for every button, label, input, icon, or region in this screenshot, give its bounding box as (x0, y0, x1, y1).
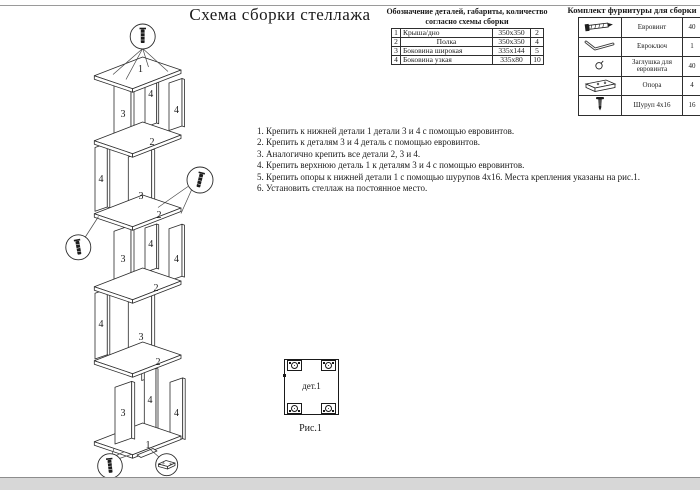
table-row (392, 47, 544, 56)
screw-mark-icon (289, 362, 291, 364)
part-label: 4 (99, 319, 104, 330)
support-mount-plate (321, 360, 336, 371)
part-label: 4 (148, 89, 153, 100)
table-row (392, 56, 544, 65)
instruction-step: 5. Крепить опоры к нижней детали 1 с помощью шурупов 4х16. Места крепления указаны на рис.1. (257, 172, 699, 183)
screw-mark-icon (323, 362, 325, 364)
hardware-qty: 16 (683, 96, 700, 116)
page-bottom-strip (0, 477, 700, 490)
parts-table-section (385, 7, 549, 65)
support-icon (582, 77, 618, 93)
part-label: 4 (174, 105, 179, 116)
table-row (579, 37, 700, 57)
screw-hole-icon (325, 405, 332, 412)
part-number: 2 (392, 38, 401, 47)
euro-screw-icon (582, 18, 618, 34)
part-qty: 5 (531, 47, 544, 56)
euro-screw-callout (66, 235, 91, 260)
screw-mark-icon (332, 362, 334, 364)
part-qty: 10 (531, 56, 544, 65)
part-label: 3 (139, 332, 144, 343)
part-label: 1 (138, 64, 143, 75)
part-label: 2 (154, 283, 159, 294)
part-label: 2 (150, 137, 155, 148)
part-label: 3 (139, 191, 144, 202)
screw-callout (98, 454, 123, 479)
part-label: 4 (174, 408, 179, 419)
hardware-table-title: Комплект фурнитуры для сборки (564, 5, 700, 15)
part-label: 3 (121, 254, 126, 265)
parts-table-header (385, 7, 549, 26)
hardware-qty: 4 (683, 76, 700, 96)
cap-icon (582, 57, 618, 73)
support-callout (156, 454, 178, 476)
hex-key-icon (582, 38, 618, 54)
edge-tick (283, 374, 286, 377)
part-number: 4 (392, 56, 401, 65)
shelf-assembly-diagram (50, 14, 245, 484)
part-qty: 4 (531, 38, 544, 47)
table-row (392, 29, 544, 38)
screw-hole-icon (291, 362, 298, 369)
table-row (392, 38, 544, 47)
hardware-table-section (564, 5, 700, 116)
screw-mark-icon (298, 362, 300, 364)
hardware-name: Евровинт (622, 18, 683, 38)
part-number: 3 (392, 47, 401, 56)
part-size: 350х350 (493, 38, 531, 47)
part-label: 1 (146, 440, 151, 451)
hardware-qty: 40 (683, 57, 700, 77)
part-name: Полка (401, 38, 493, 47)
bottom-panel (94, 423, 181, 458)
part-label: 3 (121, 408, 126, 419)
support-mount-plate (321, 403, 336, 414)
instruction-step: 2. Крепить к деталям 3 и 4 деталь с помощью евровинтов. (257, 137, 699, 148)
parts-table (391, 28, 544, 65)
hardware-name: Заглушка для евровинта (622, 57, 683, 77)
parts-table-header-line2: согласно схемы сборки (385, 17, 549, 27)
part-label: 4 (174, 254, 179, 265)
hardware-table (578, 17, 700, 116)
part-label: 4 (148, 239, 153, 250)
part-qty: 2 (531, 29, 544, 38)
instruction-step: 4. Крепить верхнюю деталь 1 к деталям 3 и 4 с помощью евровинтов. (257, 160, 699, 171)
part-label: 2 (157, 210, 162, 221)
screw-mark-icon (289, 410, 291, 412)
screw-mark-icon (298, 410, 300, 412)
part-label: 4 (99, 174, 104, 185)
assembly-instructions (257, 126, 699, 194)
screw-hole-icon (325, 362, 332, 369)
part-size: 350х350 (493, 29, 531, 38)
part-size: 335х80 (493, 56, 531, 65)
screw-icon (582, 96, 618, 112)
instruction-step: 3. Аналогично крепить все детали 2, 3 и 4. (257, 149, 699, 160)
part-label: 2 (156, 357, 161, 368)
instruction-step: 1. Крепить к нижней детали 1 детали 3 и 4 с помощью евровинтов. (257, 126, 699, 137)
table-row (579, 76, 700, 96)
screw-hole-icon (291, 405, 298, 412)
page-title: Схема сборки стеллажа (168, 5, 392, 25)
figure-caption: Рис.1 (284, 423, 337, 434)
screw-mark-icon (332, 410, 334, 412)
bottom-panel-mounting-figure (284, 359, 339, 415)
euro-screw-callout (187, 167, 213, 193)
screw-mark-icon (323, 410, 325, 412)
hardware-qty: 1 (683, 37, 700, 57)
euro-screw-callout (130, 24, 155, 49)
part-name: Боковина узкая (401, 56, 493, 65)
hardware-name: Евроключ (622, 37, 683, 57)
side-panel-narrow (169, 224, 185, 281)
table-row (579, 18, 700, 38)
hardware-name: Опора (622, 76, 683, 96)
part-label: 4 (148, 395, 153, 406)
part-name: Боковина широкая (401, 47, 493, 56)
table-row (579, 57, 700, 77)
part-size: 335х144 (493, 47, 531, 56)
part-number: 1 (392, 29, 401, 38)
part-name: Крыша/дно (401, 29, 493, 38)
parts-table-header-line1: Обозначение деталей, габариты, количество (385, 7, 549, 17)
diagram-part-labels (99, 64, 180, 451)
support-mount-plate (287, 360, 302, 371)
hardware-name: Шуруп 4х16 (622, 96, 683, 116)
support-mount-plate (287, 403, 302, 414)
part-label: 3 (121, 109, 126, 120)
figure-part-label: дет.1 (285, 381, 338, 391)
table-row (579, 96, 700, 116)
hardware-qty: 40 (683, 18, 700, 38)
instruction-step: 6. Установить стеллаж на постоянное место. (257, 183, 699, 194)
